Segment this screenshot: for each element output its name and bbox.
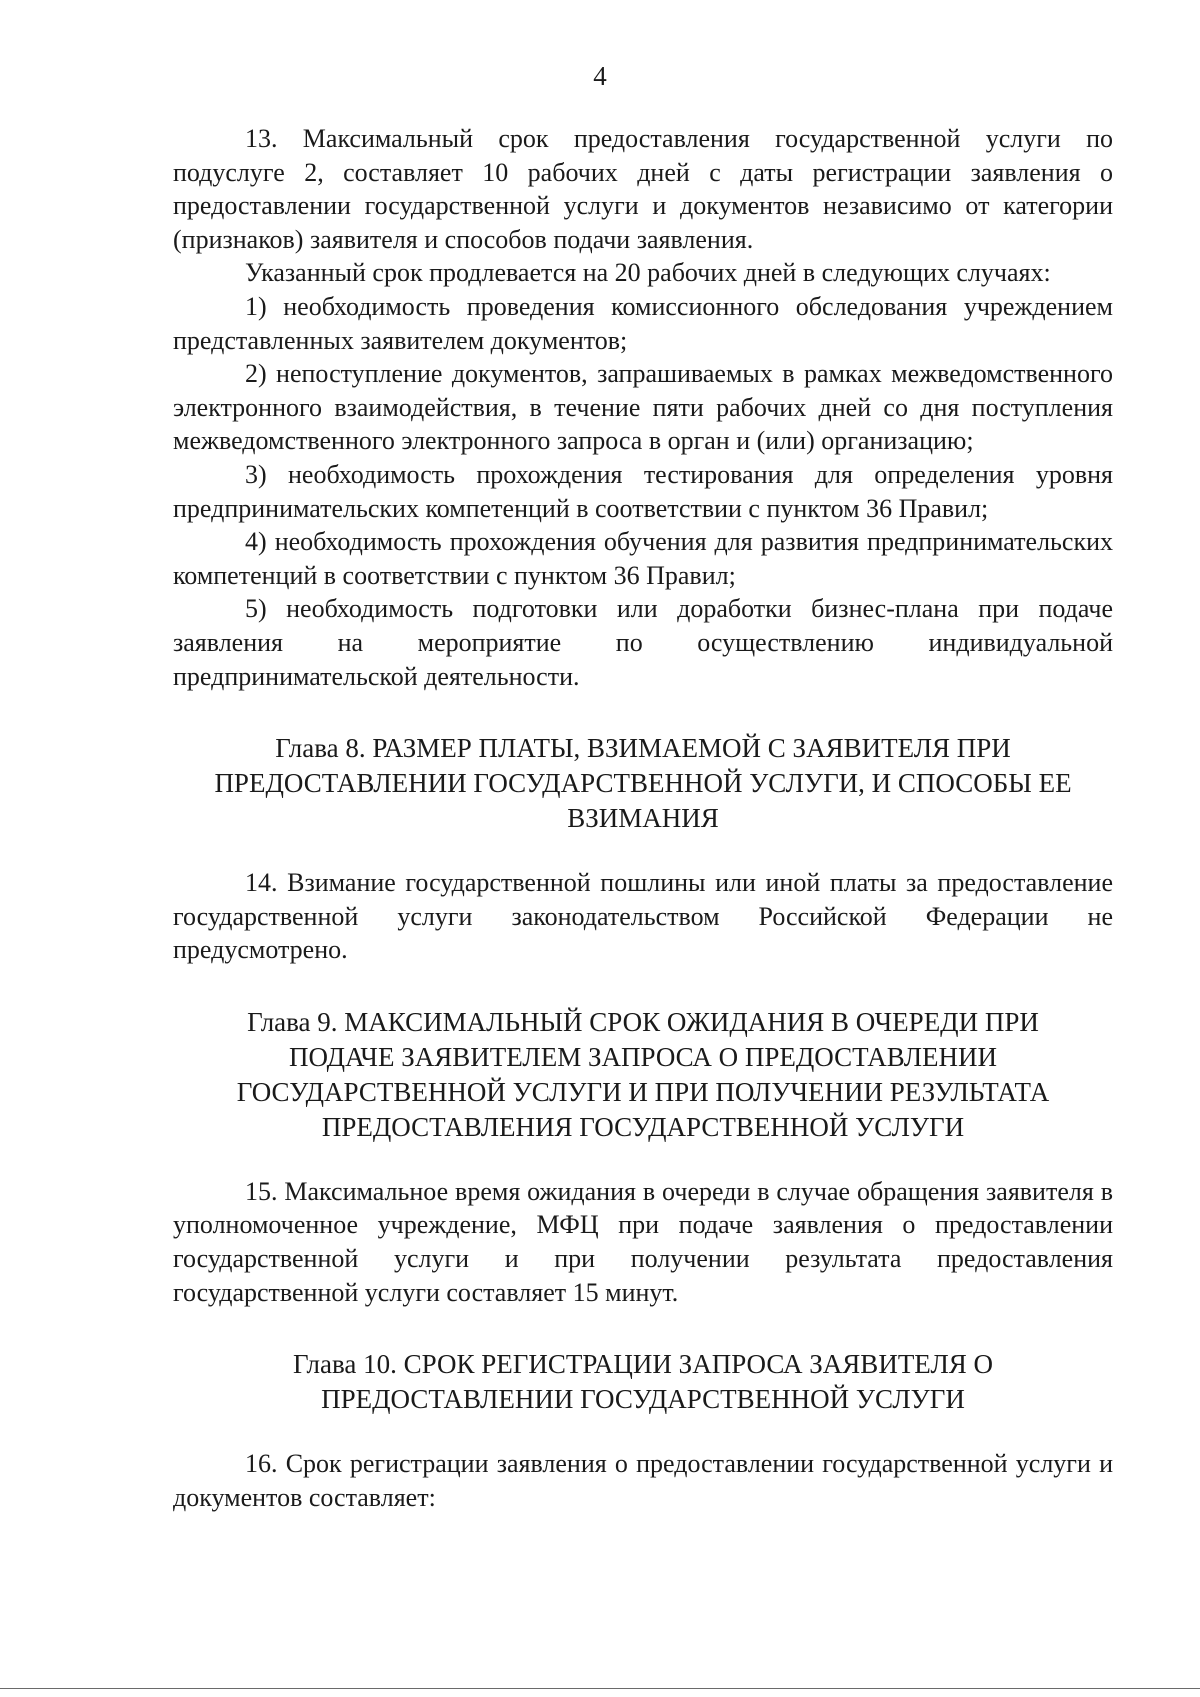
list-item: 5) необходимость подготовки или доработки бизнес-плана при подаче заявления на мероприятие по осуществлению индивидуальной предпринимательской деятельности. (173, 594, 1113, 691)
list-item: 4) необходимость прохождения обучения для развития предпринимательских компетенций в соответствии с пунктом 36 Правил; (173, 527, 1113, 590)
page-bottom-rule (0, 1688, 1200, 1689)
chapter-10-heading-line: ПРЕДОСТАВЛЕНИИ ГОСУДАРСТВЕННОЙ УСЛУГИ (321, 1384, 965, 1415)
list-item: 1) необходимость проведения комиссионного обследования учреждением представленных заявителем документов; (173, 291, 1113, 355)
chapter-9-heading-line: ГОСУДАРСТВЕННОЙ УСЛУГИ И ПРИ ПОЛУЧЕНИИ РЕЗУЛЬТАТА (236, 1076, 1050, 1107)
chapter-9-heading-line: Глава 9. МАКСИМАЛЬНЫЙ СРОК ОЖИДАНИЯ В ОЧЕРЕДИ ПРИ (247, 1006, 1039, 1037)
paragraph-14: 14. Взимание государственной пошлины или иной платы за предоставление государственной услуги законодательством Российской Федерации не предусмотрено. (173, 868, 1113, 965)
list-item: 3) необходимость прохождения тестирования для определения уровня предпринимательских компетенций в соответствии с пунктом 36 Правил; (173, 459, 1113, 523)
chapter-8-heading-line: ПРЕДОСТАВЛЕНИИ ГОСУДАРСТВЕННОЙ УСЛУГИ, И СПОСОБЫ ЕЕ (214, 768, 1072, 799)
paragraph-13: 13. Максимальный срок предоставления государственной услуги по подуслуге 2, составляет 10 рабочих дней с даты регистрации заявления о предоставлении государственной услуги и документов независимо от категории (признаков) заявителя и способов подачи заявления. (173, 124, 1113, 254)
chapter-8-heading-line: Глава 8. РАЗМЕР ПЛАТЫ, ВЗИМАЕМОЙ С ЗАЯВИТЕЛЯ ПРИ (275, 733, 1011, 764)
paragraph-15: 15. Максимальное время ожидания в очереди в случае обращения заявителя в уполномоченное учреждение, МФЦ при подаче заявления о предоставлении государственной услуги и при получении результата предоставления государственной услуги составляет 15 минут. (173, 1176, 1113, 1307)
chapter-8-heading-line: ВЗИМАНИЯ (567, 803, 719, 834)
chapter-10-heading-line: Глава 10. СРОК РЕГИСТРАЦИИ ЗАПРОСА ЗАЯВИТЕЛЯ О (292, 1349, 994, 1380)
chapter-9-heading-line: ПОДАЧЕ ЗАЯВИТЕЛЕМ ЗАПРОСА О ПРЕДОСТАВЛЕНИИ (288, 1041, 998, 1072)
chapter-10-heading (173, 1347, 1113, 1417)
page-number: 4 (593, 61, 607, 91)
list-item: 2) непоступление документов, запрашиваемых в рамках межведомственного электронного взаимодействия, в течение пяти рабочих дней со дня поступления межведомственного электронного запроса в орган и (или) организацию; (173, 359, 1113, 456)
document-body (173, 122, 1113, 1514)
chapter-9-heading-line: ПРЕДОСТАВЛЕНИЯ ГОСУДАРСТВЕННОЙ УСЛУГИ (321, 1111, 965, 1142)
paragraph-13-extension-intro: Указанный срок продлевается на 20 рабочих дней в следующих случаях: (245, 258, 1051, 288)
chapter-8-heading (173, 731, 1113, 836)
paragraph-16: 16. Срок регистрации заявления о предоставлении государственной услуги и документов составляет: (173, 1449, 1113, 1512)
chapter-9-heading (173, 1005, 1113, 1145)
